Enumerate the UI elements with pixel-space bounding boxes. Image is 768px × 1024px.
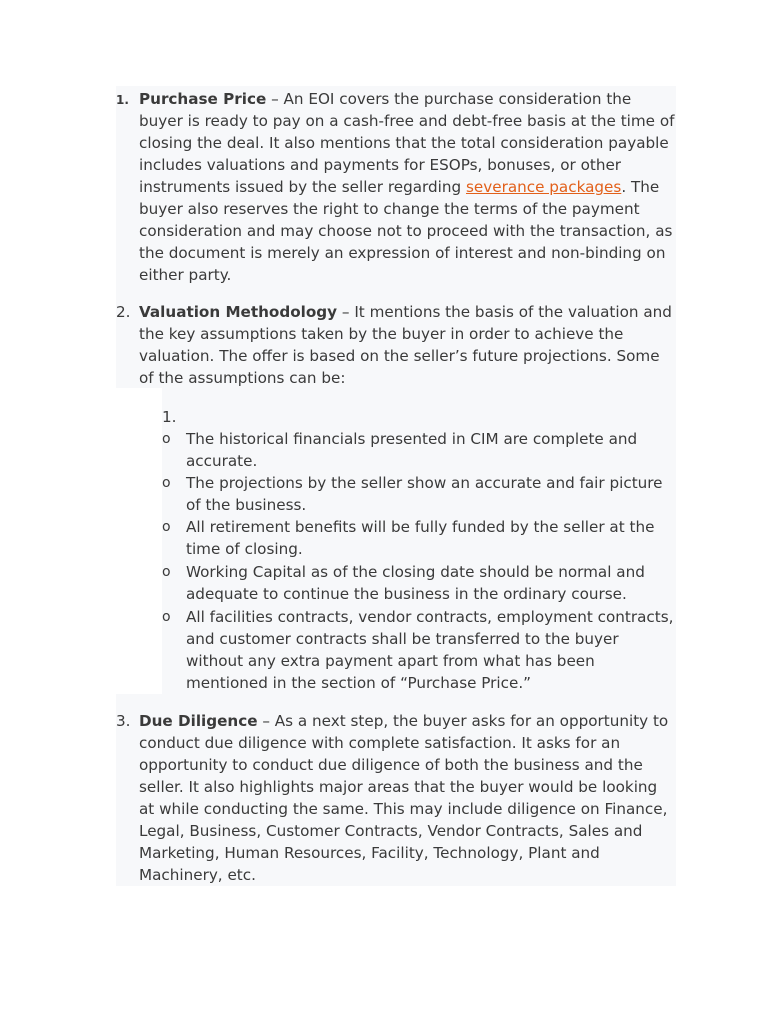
list-item-text-continued: . The buyer also reserves the right to change the terms of the payment consideration and may choose not to proceed with the transaction, as the document is merely an expression of interest and non-binding on either party. [139,178,673,284]
list-item-heading: Due Diligence [139,712,258,730]
sub-list-number: 1. [162,408,177,426]
list-item-body [139,710,676,886]
list-item-heading: Purchase Price [139,90,267,108]
list-item-text: – It mentions the basis of the valuation and the key assumptions taken by the buyer in order to achieve the valuation. The offer is based on the seller’s future projections. Some of the assumptions can be: [139,303,672,387]
list-item-purchase-price [116,88,676,286]
assumption-item [160,428,676,472]
bullet-icon: o [162,431,171,447]
assumption-item [160,516,676,560]
severance-packages-link[interactable]: severance packages [465,178,622,196]
list-number: 2. [116,303,131,321]
bullet-icon: o [162,609,171,625]
bullet-icon: o [162,519,171,535]
assumption-item [160,606,676,694]
bullet-icon: o [162,475,171,491]
list-number: 1. [116,93,129,107]
bullet-icon: o [162,564,171,580]
list-item-text: – An EOI covers the purchase consideration the buyer is ready to pay on a cash-free and debt-free basis at the time of closing the deal. It also mentions that the total consideration payable includes valuations and payments for ESOPs, bonuses, or other instruments issued by the seller regarding [139,90,675,196]
list-item-valuation-methodology [116,301,676,389]
assumption-text: Working Capital as of the closing date should be normal and adequate to continue the business in the ordinary course. [186,563,645,603]
assumption-text: The historical financials presented in CIM are complete and accurate. [186,430,638,470]
assumption-text: The projections by the seller show an accurate and fair picture of the business. [186,474,663,514]
list-number: 3. [116,712,131,730]
list-item-due-diligence [116,710,676,886]
list-item-body [139,88,676,286]
assumption-text: All retirement benefits will be fully funded by the seller at the time of closing. [186,518,655,558]
assumption-text: All facilities contracts, vendor contracts, employment contracts, and customer contracts shall be transferred to the buyer without any extra payment apart from what has been mentioned in the section of “Purchase Price.” [186,608,674,692]
assumption-item [160,472,676,516]
list-item-heading: Valuation Methodology [139,303,338,321]
list-item-text: – As a next step, the buyer asks for an opportunity to conduct due diligence with complete satisfaction. It asks for an opportunity to conduct due diligence of both the business and the seller. It also highlights major areas that the buyer would be looking at while conducting the same. This may include diligence on Finance, Legal, Business, Customer Contracts, Vendor Contracts, Sales and Marketing, Human Resources, Facility, Technology, Plant and Machinery, etc. [139,712,669,884]
list-item-body [139,301,676,389]
assumption-item [160,561,676,605]
